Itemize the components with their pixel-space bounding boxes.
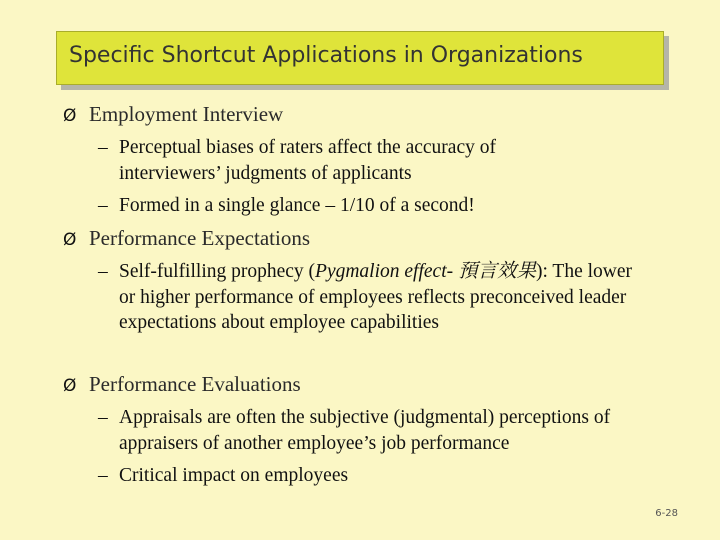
arrow-bullet-icon: Ø	[63, 230, 77, 250]
arrow-bullet-icon: Ø	[63, 106, 77, 126]
section-heading-performance-expectations: Ø Performance Expectations	[63, 226, 310, 250]
section-heading-employment-interview: Ø Employment Interview	[63, 102, 284, 126]
section-heading-performance-evaluations: Ø Performance Evaluations	[63, 372, 301, 396]
bullet-point: – Appraisals are often the subjective (judgmental) perceptions of appraisers of another employee’s job performance	[98, 407, 611, 454]
bullet-point: – Critical impact on employees	[98, 463, 658, 489]
dash-marker: –	[98, 137, 108, 158]
dash-marker: –	[98, 195, 108, 216]
bullet-point: – Self-fulfilling prophecy (Pygmalion effect- 預言效果): The lower or higher performance of employees reflects preconceived leader expectations about employee capabilities	[98, 261, 633, 333]
page-number: 6-28	[655, 508, 678, 519]
dash-marker: –	[98, 465, 108, 486]
bullet-point: – Formed in a single glance – 1/10 of a second!	[98, 193, 658, 219]
arrow-bullet-icon: Ø	[63, 376, 77, 396]
slide-title: Specific Shortcut Applications in Organizations	[69, 43, 583, 68]
dash-marker: –	[98, 407, 108, 428]
pygmalion-effect-term: Pygmalion effect- 預言效果	[315, 261, 536, 282]
bullet-point: – Perceptual biases of raters affect the accuracy of interviewers’ judgments of applicants	[98, 137, 496, 184]
dash-marker: –	[98, 261, 108, 282]
